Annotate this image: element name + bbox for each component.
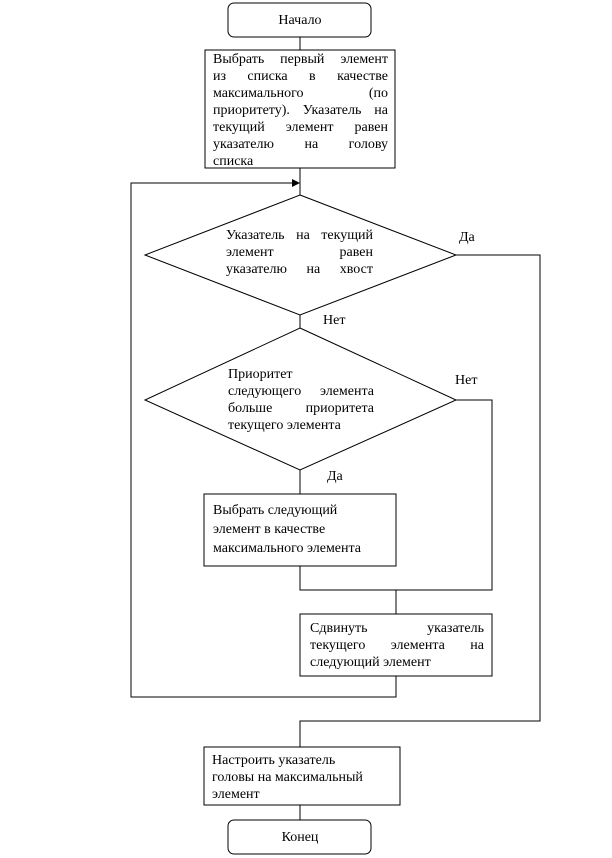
decision2-line: текущего элемента bbox=[228, 418, 341, 433]
decision2-no-line bbox=[396, 400, 492, 590]
decision1-line: указателю на хвост bbox=[226, 262, 373, 277]
decision2-no-label: Нет bbox=[455, 373, 478, 388]
step2-line: элемент в качестве bbox=[213, 522, 326, 537]
step1-line: списка bbox=[213, 154, 254, 167]
step1-text bbox=[213, 51, 388, 167]
decision1-text bbox=[226, 227, 373, 281]
decision2-yes-label: Да bbox=[327, 469, 343, 484]
step4-text bbox=[212, 752, 397, 804]
decision1-line: элемент равен bbox=[226, 245, 373, 260]
step3-text bbox=[310, 620, 484, 674]
step2-line: Выбрать следующий bbox=[213, 503, 338, 518]
step1-line: текущий элемент равен bbox=[213, 120, 388, 135]
decision2-line: больше приоритета bbox=[228, 401, 374, 416]
step2-line: максимального элемента bbox=[213, 541, 362, 556]
step3-line: Сдвинуть указатель bbox=[310, 621, 484, 636]
connector-step2-step3 bbox=[300, 566, 396, 614]
step1-line: приоритету). Указатель на bbox=[213, 103, 388, 118]
decision1-line: Указатель на текущий bbox=[226, 228, 373, 243]
decision1-yes-label: Да bbox=[459, 230, 475, 245]
decision2-line: следующего элемента bbox=[228, 384, 374, 399]
step1-line: из списка в качестве bbox=[213, 69, 388, 84]
step3-line: текущего элемента на bbox=[310, 638, 484, 653]
decision2-line: Приоритет bbox=[228, 367, 293, 382]
step1-line: Выбрать первый элемент bbox=[213, 52, 388, 67]
decision1-no-label: Нет bbox=[323, 313, 346, 328]
step4-line: Настроить указатель bbox=[212, 753, 336, 768]
step2-text bbox=[213, 501, 393, 563]
start-label: Начало bbox=[278, 13, 322, 28]
loop-back-arrowhead bbox=[292, 179, 300, 187]
step1-line: указателю на голову bbox=[213, 137, 388, 152]
step1-line: максимального (по bbox=[213, 86, 388, 101]
step4-line: элемент bbox=[212, 787, 260, 802]
step4-line: головы на максимальный bbox=[212, 770, 363, 785]
end-label: Конец bbox=[281, 830, 319, 845]
decision2-text bbox=[228, 366, 374, 438]
step3-line: следующий элемент bbox=[310, 655, 431, 670]
